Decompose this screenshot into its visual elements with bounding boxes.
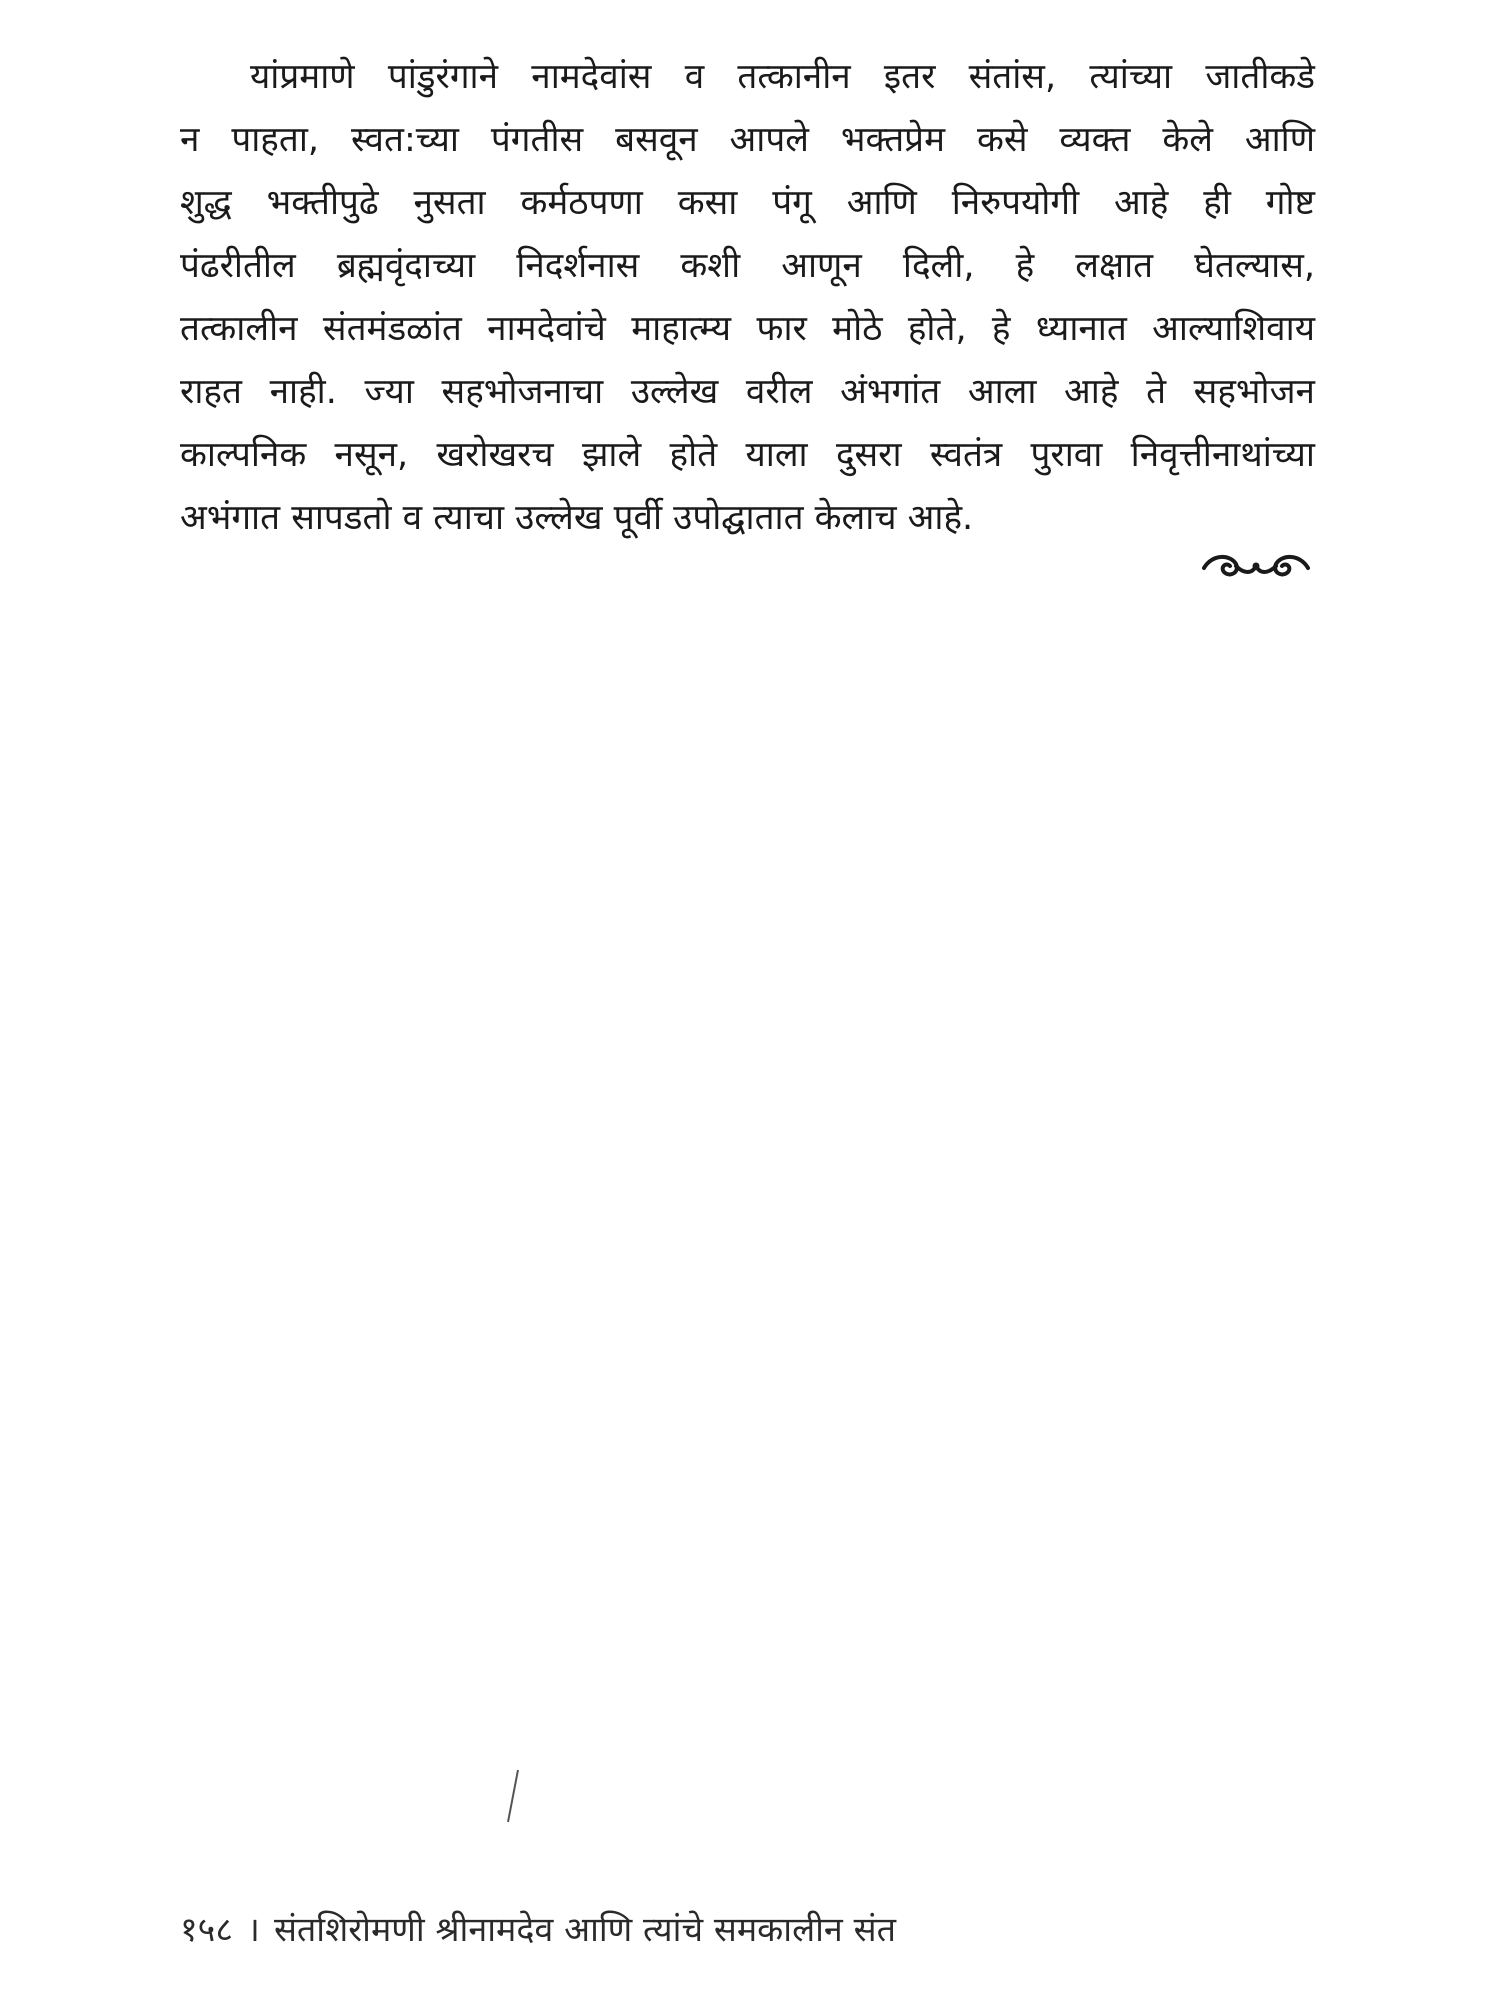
paragraph-line: तत्कालीन संतमंडळांत नामदेवांचे माहात्म्य फार मोठे होते, हे ध्यानात आल्याशिवाय [180,309,1315,349]
paragraph-line: यांप्रमाणे पांडुरंगाने नामदेवांस व तत्कानीन इतर संतांस, त्यांच्या जातीकडे [250,57,1315,97]
page-number: १५८ [180,1910,234,1950]
page-footer [180,1905,896,1951]
book-title: संतशिरोमणी श्रीनामदेव आणि त्यांचे समकालीन संत [273,1910,896,1950]
fleuron-ornament-icon [1200,548,1312,582]
paragraph-line: पंढरीतील ब्रह्मवृंदाच्या निदर्शनास कशी आणून दिली, हे लक्षात घेतल्यास, [180,246,1315,286]
paragraph-line: काल्पनिक नसून, खरोखरच झाले होते याला दुसरा स्वतंत्र पुरावा निवृत्तीनाथांच्या [180,435,1315,475]
scan-mark [505,1768,521,1824]
paragraph-line: राहत नाही. ज्या सहभोजनाचा उल्लेख वरील अंभगांत आला आहे ते सहभोजन [180,372,1315,412]
footer-separator: । [247,1910,260,1950]
body-paragraph [180,46,1315,550]
paragraph-line: शुद्ध भक्तीपुढे नुसता कर्मठपणा कसा पंगू आणि निरुपयोगी आहे ही गोष्ट [180,183,1315,223]
paragraph-line: अभंगात सापडतो व त्याचा उल्लेख पूर्वी उपोद्घातात केलाच आहे. [180,498,974,538]
paragraph-line: न पाहता, स्वत:च्या पंगतीस बसवून आपले भक्तप्रेम कसे व्यक्त केले आणि [180,120,1315,160]
